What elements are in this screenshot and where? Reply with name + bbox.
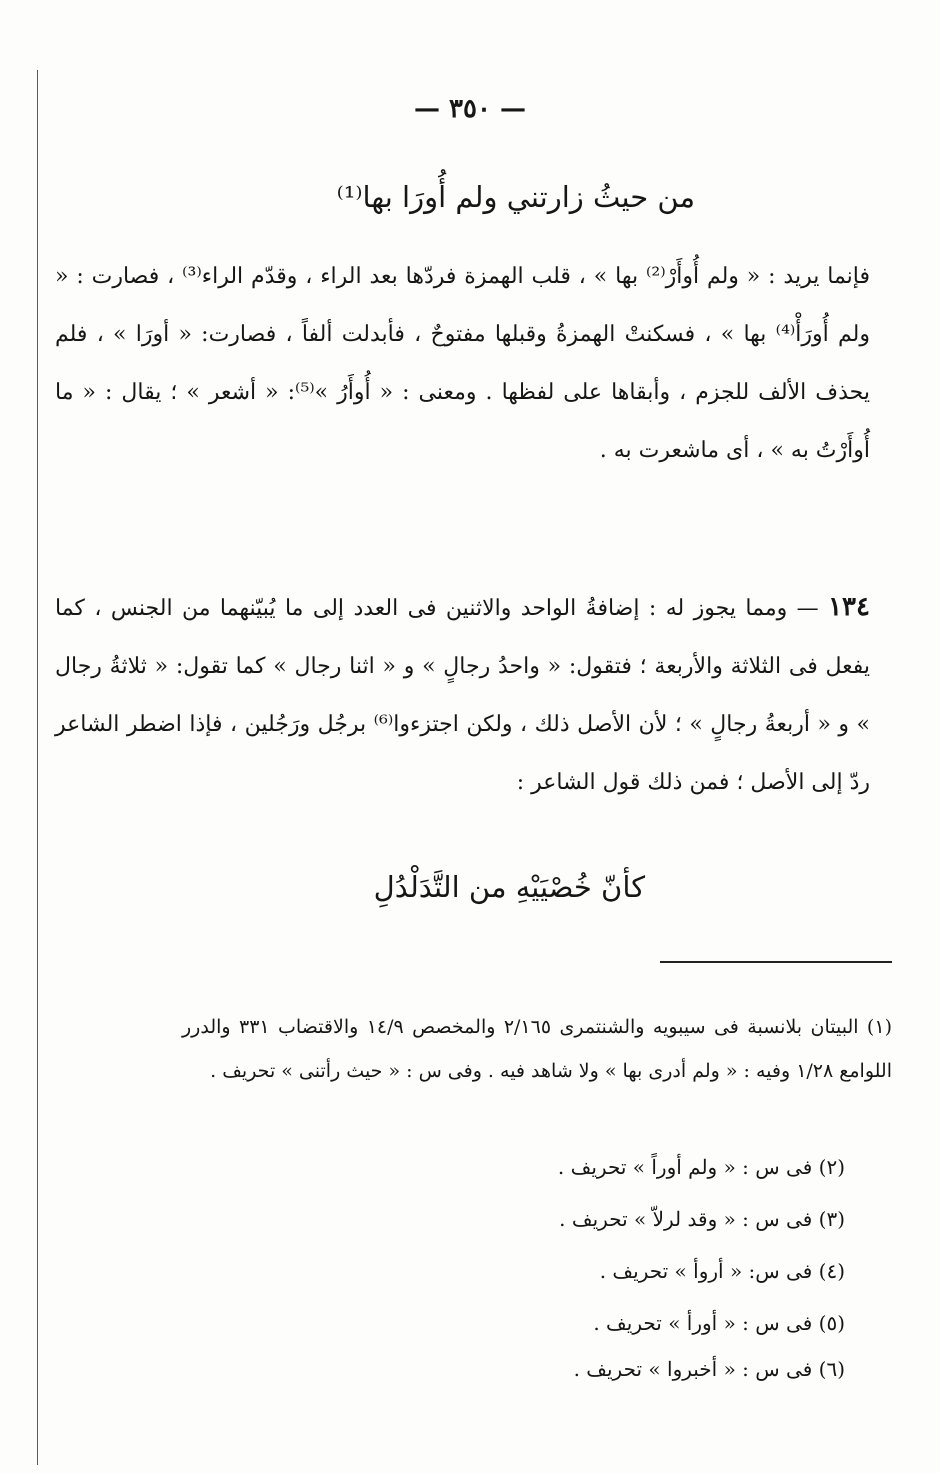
footnote-4: (٤) فى س: « أروأ » تحريف . [599,1259,845,1283]
paragraph-134-text: — ومما يجوز له : إضافةُ الواحد والاثنين فى العدد إلى ما يُبيّنهما من الجنس ، كما يفعل فى الثلاثة والأربعة ؛ فتقول: « واحدُ رجالٍ » و « اثنا رجال » كما تقول: « ثلاثةُ رجال » و « أربعةُ رجالٍ » ؛ لأن الأصل ذلك ، ولكن اجتزءوا⁽⁶⁾ برجُل ورَجُلين ، فإذا اضطر الشاعر ردّ إلى الأصل ؛ فمن ذلك قول الشاعر : [55,596,870,795]
verse-line-1: من حيثُ زارتني ولم أُورَا بها⁽¹⁾ [336,180,695,214]
binding-margin-line [37,70,38,1465]
footnote-2: (٢) فى س : « ولم أوراً » تحريف . [557,1155,845,1179]
footnote-5: (٥) فى س : « أورأ » تحريف . [593,1311,845,1335]
footnote-1: (١) البيتان بلانسبة فى سيبويه والشنتمرى ٢/١٦٥ والمخصص ١٤/٩ والاقتضاب ٣٣١ والدرر اللوامع ١/٢٨ وفيه : « ولم أدرى بها » ولا شاهد فيه . وفى س : « حيث رأتنى » تحريف . [182,1016,892,1082]
paragraph-134 [55,578,870,812]
section-number: ١٣٤ [828,592,870,622]
verse-line-2: كأنّ خُصْيَيْهِ من التَّدَلْدُلِ [373,870,645,904]
footnote-separator [660,961,892,963]
footnote-6: (٦) فى س : « أخبروا » تحريف . [573,1357,845,1381]
footnote-3: (٣) فى س : « وقد لرلاّ » تحريف . [559,1207,845,1231]
paragraph-1: فإنما يريد : « ولم أُوأَرْ⁽²⁾ بها » ، قلب الهمزة فردّها بعد الراء ، وقدّم الراء⁽³⁾ ، فصارت : « ولم أُورَأْ⁽⁴⁾ بها » ، فسكنتْ الهمزةُ وقبلها مفتوحٌ ، فأبدلت ألفاً ، فصارت: « أورَا » ، فلم يحذف الألف للجزم ، وأبقاها على لفظها . ومعنى : « أُوأَرُ »⁽⁵⁾: « أشعر » ؛ يقال : « ما أُوأَرْتُ به » ، أى ماشعرت به . [55,264,871,463]
page-number: — ٣٥٠ — [413,94,527,124]
